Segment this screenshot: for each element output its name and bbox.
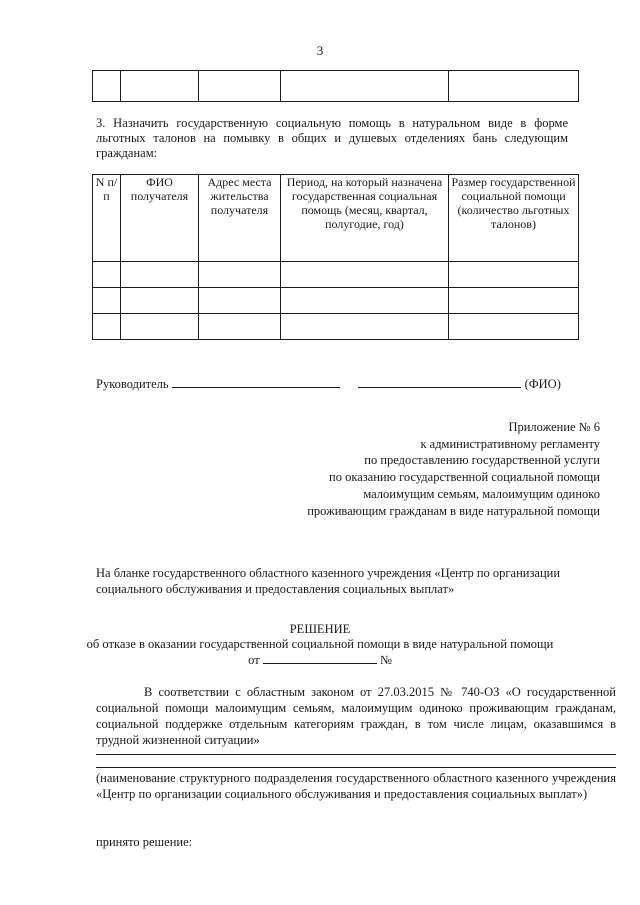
department-note: (наименование структурного подразделения государственного областного казенного учреждения «Центр по организации социального обслуживания и предоставления социальных выплат») bbox=[96, 771, 616, 801]
table-cell bbox=[121, 71, 199, 102]
decision-taken: принято решение: bbox=[96, 835, 193, 849]
table-cell bbox=[93, 71, 121, 102]
table-cell bbox=[93, 314, 121, 340]
table-cell bbox=[199, 314, 281, 340]
signature-line bbox=[172, 376, 340, 388]
decision-title: РЕШЕНИЕ bbox=[289, 622, 351, 636]
appendix-line: Приложение № 6 bbox=[508, 420, 600, 434]
appendix-block bbox=[180, 419, 600, 519]
legal-basis-text: В соответствии с областным законом от 27.03.2015 № 740-ОЗ «О государственной социальной помощи малоимущим семьям, малоимущим одиноко проживающим гражданам, социальной поддержке отдельным категориям граждан, в том числе лицам, оказавшимся в трудной жизненной ситуации» bbox=[96, 685, 616, 747]
table-row bbox=[93, 314, 579, 340]
table-cell bbox=[449, 288, 579, 314]
signature-label: Руководитель bbox=[96, 377, 169, 391]
table-cell bbox=[121, 262, 199, 288]
date-prefix: от bbox=[248, 653, 260, 667]
fill-line bbox=[96, 754, 616, 755]
appendix-line: малоимущим семьям, малоимущим одиноко bbox=[363, 486, 600, 501]
appendix-line: по предоставлению государственной услуги bbox=[364, 453, 600, 468]
signature-row bbox=[96, 376, 566, 392]
column-header-number: N п/п bbox=[93, 175, 121, 262]
table-cell bbox=[449, 262, 579, 288]
table-row bbox=[93, 262, 579, 288]
table-cell bbox=[93, 288, 121, 314]
table-cell bbox=[199, 288, 281, 314]
fio-label: (ФИО) bbox=[524, 377, 561, 391]
table-header-row bbox=[93, 175, 579, 262]
column-header-fio: ФИО получателя bbox=[121, 175, 199, 262]
table-cell bbox=[449, 314, 579, 340]
table-row bbox=[93, 71, 579, 102]
letterhead-note: На бланке государственного областного казенного учреждения «Центр по организации социального обслуживания и предоставления социальных выплат» bbox=[96, 566, 561, 596]
fill-line bbox=[96, 767, 616, 768]
table-cell bbox=[199, 71, 281, 102]
table-cell bbox=[199, 262, 281, 288]
column-header-period: Период, на который назначена государственная социальная помощь (месяц, квартал, полугодие, год) bbox=[281, 175, 449, 262]
table-cell bbox=[121, 288, 199, 314]
table-cell bbox=[449, 71, 579, 102]
table-cell bbox=[281, 314, 449, 340]
page-number: 3 bbox=[316, 43, 324, 58]
date-line bbox=[263, 652, 377, 664]
decision-date-line bbox=[0, 652, 640, 668]
column-header-address: Адрес места жительства получателя bbox=[199, 175, 281, 262]
number-sign: № bbox=[379, 653, 392, 667]
appendix-line: по оказанию государственной социальной помощи bbox=[329, 470, 600, 485]
table-cell bbox=[281, 288, 449, 314]
table-cell bbox=[121, 314, 199, 340]
table-cell bbox=[93, 262, 121, 288]
appendix-line: проживающим гражданам в виде натуральной помощи bbox=[307, 503, 600, 518]
top-table-fragment bbox=[92, 70, 579, 102]
table-cell bbox=[281, 71, 449, 102]
appendix-line: к административному регламенту bbox=[420, 436, 600, 451]
fio-line bbox=[358, 376, 521, 388]
table-row bbox=[93, 288, 579, 314]
column-header-amount: Размер государственной социальной помощи (количество льготных талонов) bbox=[449, 175, 579, 262]
decision-subtitle: об отказе в оказании государственной социальной помощи в виде натуральной помощи bbox=[86, 637, 554, 651]
section-3-paragraph: 3. Назначить государственную социальную помощь в натуральном виде в форме льготных талонов на помывку в общих и душевых отделениях бань следующим гражданам: bbox=[96, 116, 568, 160]
table-cell bbox=[281, 262, 449, 288]
recipients-table bbox=[92, 174, 579, 340]
legal-basis-paragraph bbox=[96, 684, 616, 748]
